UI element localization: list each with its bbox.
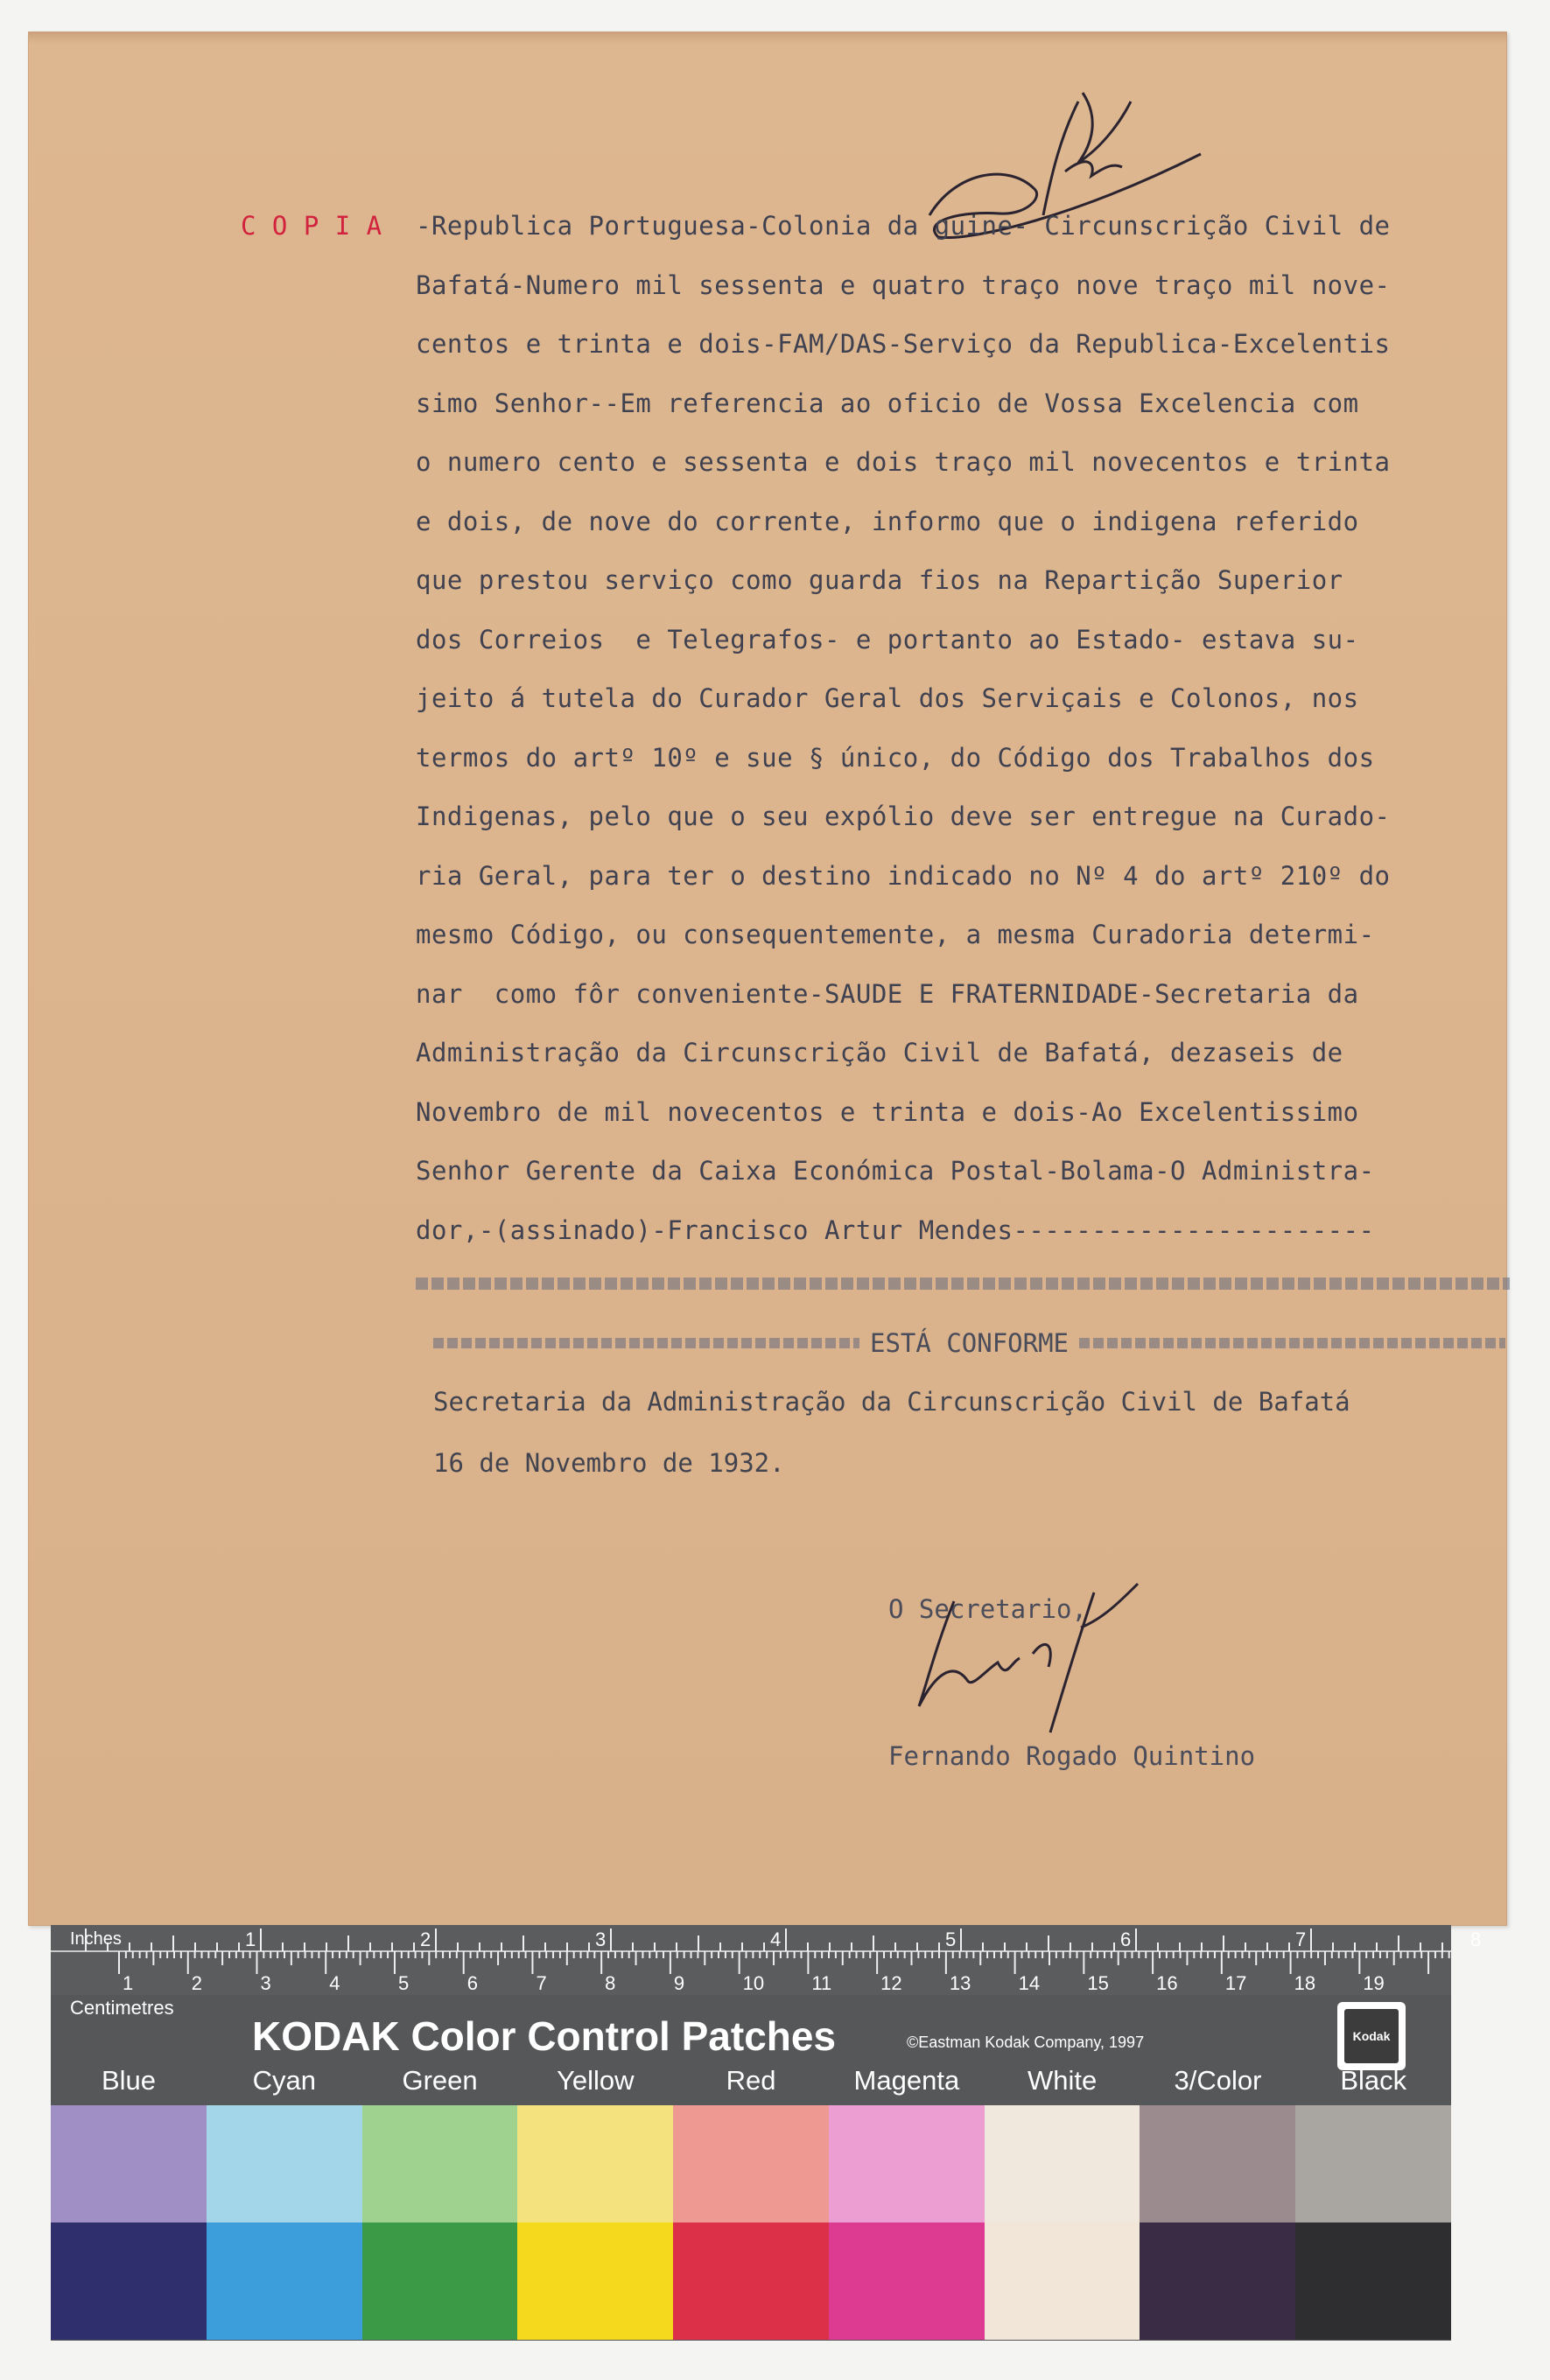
inch-number: 5: [945, 1928, 957, 1950]
inch-number: 2: [420, 1928, 431, 1950]
letter-line: termos do artº 10º e sue § único, do Código dos Trabalhos dos: [416, 742, 1375, 773]
color-patch: [829, 2222, 985, 2340]
kodak-logo-icon: [1337, 2002, 1406, 2070]
patch-label: Red: [726, 2065, 776, 2096]
patch-label: Cyan: [252, 2065, 316, 2096]
cm-number: 2: [191, 1972, 202, 1994]
cm-number: 18: [1294, 1972, 1316, 1994]
cm-number: 1: [123, 1972, 134, 1994]
esta-conforme-row: [433, 1326, 1505, 1361]
color-patch: [51, 2222, 207, 2340]
letter-line: Senhor Gerente da Caixa Económica Postal-Bolama-O Administra-: [416, 1156, 1375, 1186]
cm-number: 7: [536, 1972, 547, 1994]
esta-conforme-label: ESTÁ CONFORME: [870, 1328, 1069, 1358]
secretary-name: Fernando Rogado Quintino: [888, 1741, 1256, 1771]
inch-number: 8: [1470, 1928, 1482, 1950]
separator-rule: [416, 1278, 1510, 1290]
kodak-title: KODAK Color Control Patches: [252, 2013, 837, 2059]
letter-line: e dois, de nove do corrente, informo que o indigena referido: [416, 506, 1359, 536]
color-patch: [517, 2222, 673, 2340]
color-patch: [673, 2105, 829, 2222]
color-patch: [51, 2105, 207, 2222]
letter-line: ria Geral, para ter o destino indicado no Nº 4 do artº 210º do: [416, 860, 1391, 891]
ruler-inches-label: Inches: [70, 1929, 122, 1949]
color-patch: [985, 2222, 1140, 2340]
color-patch: [362, 2105, 518, 2222]
letter-line: que prestou serviço como guarda fios na Repartição Superior: [416, 565, 1343, 595]
cm-number: 16: [1156, 1972, 1178, 1994]
separator-rule: [433, 1338, 859, 1348]
color-patch: [829, 2105, 985, 2222]
cm-number: 5: [397, 1972, 410, 1994]
cm-number: 12: [880, 1972, 902, 1994]
cm-number: 15: [1087, 1972, 1109, 1994]
kodak-logo-text: Kodak: [1344, 2009, 1399, 2063]
separator-rule: [1079, 1338, 1505, 1348]
cm-number: 3: [260, 1972, 271, 1994]
letter-line: Administração da Circunscrição Civil de Bafatá, dezaseis de: [416, 1038, 1343, 1068]
cm-number: 11: [811, 1972, 832, 1994]
patch-label: Yellow: [557, 2065, 635, 2096]
cm-number: 9: [673, 1972, 685, 1994]
patch-label: White: [1027, 2065, 1098, 2096]
color-patch: [673, 2222, 829, 2340]
letter-line: centos e trinta e dois-FAM/DAS-Serviço da Republica-Excelentis: [416, 329, 1391, 359]
letter-line: mesmo Código, ou consequentemente, a mesma Curadoria determi-: [416, 920, 1375, 949]
certification-line: Secretaria da Administração da Circunscrição Civil de Bafatá: [433, 1387, 1350, 1417]
cm-number: 8: [605, 1972, 616, 1994]
color-patch: [1295, 2222, 1451, 2340]
cm-number: 10: [742, 1972, 765, 1994]
cm-number: 4: [329, 1972, 340, 1994]
inch-number: 3: [595, 1928, 607, 1950]
color-patch: [1295, 2105, 1451, 2222]
letter-line: Bafatá-Numero mil sessenta e quatro traço nove traço mil nove-: [416, 270, 1391, 300]
patch-label: 3/Color: [1174, 2065, 1262, 2096]
letter-line: dos Correios e Telegrafos- e portanto ao Estado- estava su-: [416, 624, 1359, 654]
patch-label: Blue: [101, 2065, 157, 2096]
patch-label: Black: [1340, 2065, 1407, 2096]
color-patch: [517, 2105, 673, 2222]
letter-line: -Republica Portuguesa-Colonia da guine- Circunscrição Civil de: [416, 211, 1391, 241]
cm-number: 19: [1363, 1972, 1385, 1994]
cm-number: 14: [1018, 1972, 1041, 1994]
cm-number: 6: [466, 1972, 478, 1994]
letter-line: nar como fôr conveniente-SAUDE E FRATERNIDADE-Secretaria da: [416, 978, 1359, 1009]
letter-line: jeito á tutela do Curador Geral dos Serviçais e Colonos, nos: [416, 683, 1359, 713]
letter-line: o numero cento e sessenta e dois traço mil novecentos e trinta: [416, 447, 1391, 477]
centimetres-label: Centimetres: [70, 1997, 174, 2019]
letter-line: Novembro de mil novecentos e trinta e dois-Ao Excelentissimo: [416, 1096, 1359, 1127]
patch-label: Green: [402, 2065, 478, 2096]
cm-number: 17: [1224, 1972, 1247, 1994]
color-patch: [985, 2105, 1140, 2222]
letter-body: [416, 197, 1510, 1260]
color-patch: [1140, 2222, 1295, 2340]
ruler: [51, 1925, 1482, 1995]
letter-line: simo Senhor--Em referencia ao oficio de Vossa Excelencia com: [416, 388, 1359, 418]
patch-label: Magenta: [853, 2065, 960, 2096]
inch-number: 7: [1295, 1928, 1307, 1950]
kodak-color-target: [51, 1925, 1482, 2341]
copia-label: C O P I A: [241, 211, 382, 241]
inch-number: 4: [770, 1928, 782, 1950]
color-patches: [51, 2105, 1451, 2341]
certification-date: 16 de Novembro de 1932.: [433, 1448, 785, 1478]
secretary-label: O Secretario,: [888, 1594, 1087, 1624]
cm-number: 13: [949, 1972, 971, 1994]
secretary-signature: [901, 1566, 1155, 1741]
letter-line: dor,-(assinado)-Francisco Artur Mendes-----------------------: [416, 1214, 1375, 1245]
patch-labels: [51, 2065, 1451, 2105]
inch-number: 1: [245, 1928, 256, 1950]
color-patch: [207, 2222, 362, 2340]
letter-line: Indigenas, pelo que o seu expólio deve ser entregue na Curado-: [416, 802, 1391, 831]
kodak-copyright: ©Eastman Kodak Company, 1997: [907, 2034, 1145, 2051]
color-patch: [362, 2222, 518, 2340]
inch-number: 6: [1120, 1928, 1132, 1950]
color-patch: [207, 2105, 362, 2222]
color-patch: [1140, 2105, 1295, 2222]
